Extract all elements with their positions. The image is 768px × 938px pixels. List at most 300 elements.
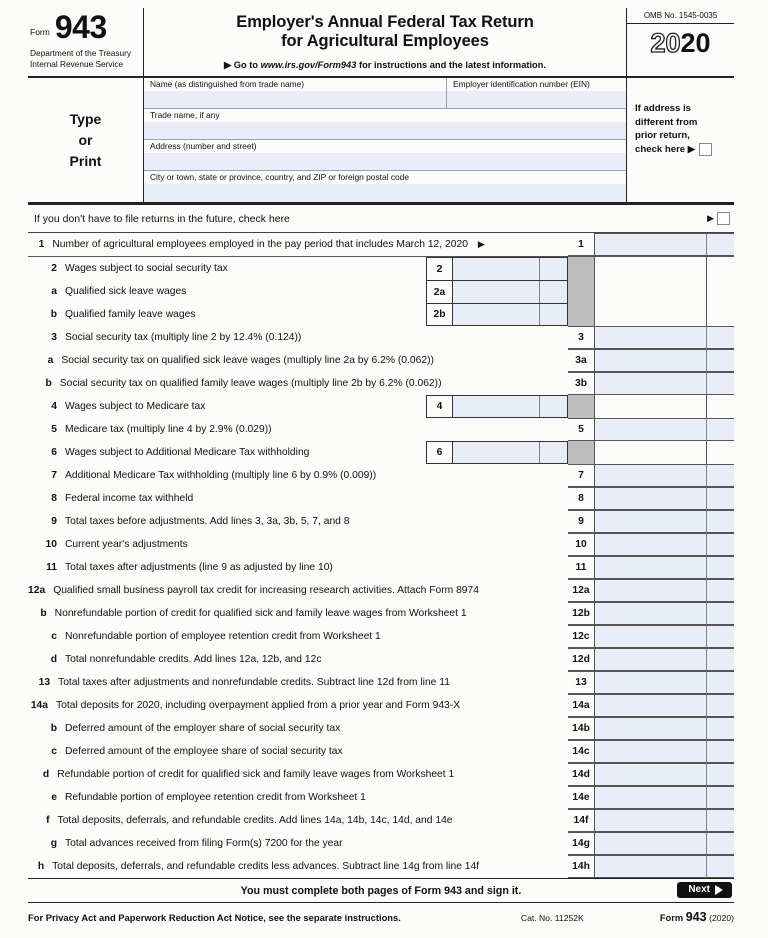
- blank-cents-area: [706, 395, 734, 418]
- line-description-text: Total deposits, deferrals, and refundable credits less advances. Subtract line 14g from line 14f: [52, 861, 480, 872]
- spacer: [444, 349, 568, 372]
- amount-input-3[interactable]: [594, 326, 706, 349]
- agency-line-2: Internal Revenue Service: [30, 58, 124, 69]
- amount-input-5[interactable]: [594, 418, 706, 441]
- line-row: [28, 280, 734, 303]
- leader-dots: [349, 747, 422, 756]
- amount-input-14h[interactable]: [594, 855, 706, 878]
- gray-block: [568, 303, 594, 326]
- amount-column: [568, 602, 734, 625]
- line-description-text: Nonrefundable portion of credit for qualified sick and family leave wages from Worksheet 1: [54, 608, 467, 619]
- trade-name-field[interactable]: [144, 109, 626, 139]
- line-description: [64, 280, 426, 303]
- cents-input-5[interactable]: [706, 418, 734, 441]
- line-description: [64, 487, 426, 510]
- leader-dots: [356, 517, 423, 526]
- line-description: [64, 786, 426, 809]
- spacer: [426, 464, 568, 487]
- line-description: [64, 303, 426, 326]
- amount-column: [568, 372, 734, 395]
- next-button[interactable]: [677, 882, 732, 898]
- amount-column: [568, 809, 734, 832]
- next-button-label: Next: [688, 884, 710, 895]
- line-description-text: Number of agricultural employees employed in the pay period that includes March 12, 2020: [52, 239, 468, 250]
- tax-year-outline: 20: [650, 28, 681, 58]
- amount-line-number-11: 11: [568, 556, 594, 579]
- line-description: [64, 832, 426, 855]
- wages-cents-input-2b[interactable]: [539, 304, 567, 325]
- right-triangle-icon: ▶: [477, 239, 485, 249]
- amount-line-number-7: 7: [568, 464, 594, 487]
- spacer: [426, 740, 568, 763]
- gray-block: [568, 280, 594, 303]
- amount-column: [568, 418, 734, 441]
- cents-input-13[interactable]: [706, 671, 734, 694]
- line-description: [64, 464, 426, 487]
- amount-column: [568, 464, 734, 487]
- amount-column: [568, 533, 734, 556]
- amount-line-number-14e: 14e: [568, 786, 594, 809]
- address-row: [144, 140, 626, 171]
- footer-form-year: (2020): [709, 913, 734, 923]
- line-row: [28, 510, 734, 533]
- blank-cents-area: [706, 280, 734, 303]
- line-description: [51, 855, 489, 878]
- spacer: [426, 487, 568, 510]
- line-number-10: 10: [45, 539, 57, 550]
- cents-input-14b[interactable]: [706, 717, 734, 740]
- amount-column: [568, 395, 734, 418]
- line-number-1: 1: [38, 239, 45, 250]
- line-row: [28, 418, 734, 441]
- amount-input-10[interactable]: [594, 533, 706, 556]
- form-943: [28, 8, 734, 924]
- line-number-13: 13: [38, 677, 51, 688]
- amount-input-14g[interactable]: [594, 832, 706, 855]
- line-number-12c: c: [51, 631, 57, 642]
- line-description: [64, 556, 426, 579]
- spacer: [460, 671, 568, 694]
- spacer: [477, 602, 568, 625]
- line-description: [60, 349, 444, 372]
- line-description-text: Qualified family leave wages: [65, 309, 196, 320]
- spacer: [426, 832, 568, 855]
- footer-form-id: [660, 910, 734, 924]
- amount-input-8[interactable]: [594, 487, 706, 510]
- amount-input-14c[interactable]: [594, 740, 706, 763]
- line-description: [64, 740, 426, 763]
- address-field[interactable]: [144, 140, 626, 170]
- amount-column: [568, 648, 734, 671]
- amount-line-number-8: 8: [568, 487, 594, 510]
- amount-input-12a[interactable]: [594, 579, 706, 602]
- line-number-3b: b: [45, 378, 52, 389]
- amount-column: [568, 556, 734, 579]
- line-row: [28, 648, 734, 671]
- wages-amount-input-4[interactable]: [453, 396, 539, 417]
- form-identity-block: [28, 8, 143, 76]
- spacer: [463, 809, 568, 832]
- line-number-14h: h: [37, 861, 45, 872]
- amount-column: [568, 763, 734, 786]
- line-description: [64, 717, 426, 740]
- amount-line-number-14d: 14d: [568, 763, 594, 786]
- line-description: [59, 372, 452, 395]
- line-description: [52, 579, 489, 602]
- amount-column: [568, 786, 734, 809]
- leader-dots: [211, 402, 422, 411]
- tax-year-bold: 20: [680, 28, 711, 58]
- amount-column: [568, 303, 734, 326]
- cents-input-14a[interactable]: [706, 694, 734, 717]
- line-row: [28, 832, 734, 855]
- line-description-text: Deferred amount of the employer share of social security tax: [65, 723, 341, 734]
- spacer: [452, 372, 568, 395]
- amount-line-number-14f: 14f: [568, 809, 594, 832]
- spacer: [426, 786, 568, 809]
- blank-cents-area: [706, 257, 734, 280]
- line-number-b: b: [50, 309, 57, 320]
- line-number-4: 4: [51, 401, 57, 412]
- leader-dots: [307, 333, 422, 342]
- goto-url[interactable]: www.irs.gov/Form943: [260, 59, 357, 70]
- must-complete-banner: [28, 878, 734, 903]
- wages-amount-input-6[interactable]: [453, 442, 539, 463]
- cents-input-1[interactable]: [706, 233, 734, 256]
- amount-line-number-12c: 12c: [568, 625, 594, 648]
- catalog-number: Cat. No. 11252K: [520, 913, 584, 923]
- amount-line-number-14h: 14h: [568, 855, 594, 878]
- trade-name-row: [144, 109, 626, 140]
- wages-amount-input-2a[interactable]: [453, 281, 539, 303]
- line-row: [28, 740, 734, 763]
- line-description-text: Total deposits, deferrals, and refundable credits. Add lines 14a, 14b, 14c, 14d, and 14e: [57, 815, 453, 826]
- cents-input-3b[interactable]: [706, 372, 734, 395]
- wages-cents-input-4[interactable]: [539, 396, 567, 417]
- amount-column: [568, 740, 734, 763]
- amount-line-number-9: 9: [568, 510, 594, 533]
- right-triangle-icon: ▶: [224, 59, 232, 70]
- amount-input-14f[interactable]: [594, 809, 706, 832]
- amount-line-number-14b: 14b: [568, 717, 594, 740]
- omb-number: OMB No. 1545-0035: [627, 8, 734, 24]
- ein-caption: Employer identification number (EIN): [453, 79, 590, 89]
- entity-fields: [143, 78, 626, 202]
- line-description-text: Refundable portion of credit for qualified sick and family leave wages from Worksheet 1: [57, 769, 455, 780]
- cents-input-10[interactable]: [706, 533, 734, 556]
- line-description-text: Social security tax (multiply line 2 by 12.4% (0.124)): [65, 332, 302, 343]
- wages-box-2b: [426, 303, 568, 326]
- form-title-block: [143, 8, 626, 76]
- goto-prefix: Go to: [233, 59, 259, 70]
- amount-input-1[interactable]: [594, 233, 706, 256]
- amount-column: [568, 441, 734, 464]
- spacer: [426, 510, 568, 533]
- amount-line-number-10: 10: [568, 533, 594, 556]
- cents-input-8[interactable]: [706, 487, 734, 510]
- line-row: [28, 671, 734, 694]
- leader-dots: [372, 793, 422, 802]
- line-row: [28, 487, 734, 510]
- line-description-text: Qualified sick leave wages: [65, 286, 187, 297]
- amount-input-12d[interactable]: [594, 648, 706, 671]
- amount-column: [568, 280, 734, 303]
- amount-line-number-13: 13: [568, 671, 594, 694]
- form-label: Form: [30, 27, 50, 38]
- amount-input-11[interactable]: [594, 556, 706, 579]
- line-row: [28, 349, 734, 372]
- entity-block: [28, 78, 734, 204]
- leader-dots: [278, 425, 422, 434]
- blank-amount-area: [594, 280, 706, 303]
- line-description: [64, 326, 426, 349]
- amount-line-number-12b: 12b: [568, 602, 594, 625]
- wages-cents-input-2[interactable]: [539, 258, 567, 280]
- amount-column: [568, 832, 734, 855]
- amount-line-number-14g: 14g: [568, 832, 594, 855]
- line-description-text: Social security tax on qualified family leave wages (multiply line 2b by 6.2% (0.062)): [59, 378, 442, 389]
- form-title-line-2: for Agricultural Employees: [281, 32, 489, 51]
- leader-dots: [349, 839, 422, 848]
- footer-form-number: 943: [685, 910, 707, 924]
- line-description-text: Social security tax on qualified sick leave wages (multiply line 2a by 6.2% (0.062)): [61, 355, 434, 366]
- line-description-text: Deferred amount of the employee share of social security tax: [65, 746, 343, 757]
- cents-input-14f[interactable]: [706, 809, 734, 832]
- line-number-a: a: [51, 286, 57, 297]
- line-description: [51, 233, 487, 256]
- wages-line-number: 6: [427, 442, 453, 463]
- line-number-14f: f: [46, 815, 50, 826]
- cents-input-14g[interactable]: [706, 832, 734, 855]
- gray-block: [568, 257, 594, 280]
- line-row: [28, 464, 734, 487]
- amount-line-number-3: 3: [568, 326, 594, 349]
- spacer: [426, 533, 568, 556]
- leader-dots: [346, 724, 422, 733]
- cents-input-9[interactable]: [706, 510, 734, 533]
- line-number-12a: 12a: [28, 585, 46, 596]
- line-description: [64, 648, 426, 671]
- wages-line-number: 4: [427, 396, 453, 417]
- type-or-print-block: [28, 78, 143, 202]
- line-row: [28, 694, 734, 717]
- line-description-text: Wages subject to social security tax: [65, 263, 228, 274]
- wages-box-6: [426, 441, 568, 464]
- wages-cents-input-2a[interactable]: [539, 281, 567, 303]
- amount-line-number-14a: 14a: [568, 694, 594, 717]
- cents-input-3[interactable]: [706, 326, 734, 349]
- line-description-text: Federal income tax withheld: [65, 493, 194, 504]
- final-return-checkbox[interactable]: [717, 212, 730, 225]
- cents-input-12d[interactable]: [706, 648, 734, 671]
- name-caption: Name (as distinguished from trade name): [150, 79, 305, 89]
- wages-line-number: 2b: [427, 304, 453, 325]
- line-description: [56, 763, 464, 786]
- ein-field[interactable]: [446, 78, 626, 108]
- line-row: [28, 556, 734, 579]
- line-description-text: Medicare tax (multiply line 4 by 2.9% (0.029)): [65, 424, 272, 435]
- amount-line-number-3a: 3a: [568, 349, 594, 372]
- amount-input-12c[interactable]: [594, 625, 706, 648]
- spacer: [489, 579, 568, 602]
- footer-form-prefix: Form: [659, 913, 684, 923]
- wages-amount-input-2b[interactable]: [453, 304, 539, 325]
- wages-amount-input-2[interactable]: [453, 258, 539, 280]
- city-row: [144, 171, 626, 202]
- leader-dots: [194, 540, 422, 549]
- line-number-3a: a: [47, 355, 54, 366]
- address-change-checkbox[interactable]: [699, 143, 712, 156]
- must-complete-text: You must complete both pages of Form 943 and sign it.: [240, 884, 522, 897]
- cents-input-14e[interactable]: [706, 786, 734, 809]
- cents-input-7[interactable]: [706, 464, 734, 487]
- line-description-text: Total taxes before adjustments. Add lines 3, 3a, 3b, 5, 7, and 8: [65, 516, 350, 527]
- amount-column: [568, 694, 734, 717]
- amount-column: [568, 717, 734, 740]
- form-footer: [28, 903, 734, 924]
- leader-dots: [234, 264, 422, 273]
- line-description-text: Total advances received from filing Form(s) 7200 for the year: [65, 838, 343, 849]
- blank-amount-area: [594, 303, 706, 326]
- line-description-text: Current year's adjustments: [65, 539, 188, 550]
- line-description: [64, 418, 426, 441]
- cents-input-12a[interactable]: [706, 579, 734, 602]
- line-row: [28, 763, 734, 786]
- name-ein-row: [144, 78, 626, 109]
- address-caption: Address (number and street): [150, 141, 257, 151]
- line-number-14a: 14a: [30, 700, 48, 711]
- arrow-right-icon: [715, 885, 723, 895]
- amount-input-14a[interactable]: [594, 694, 706, 717]
- amount-line-number-14c: 14c: [568, 740, 594, 763]
- line-description-text: Nonrefundable portion of employee retention credit from Worksheet 1: [65, 631, 381, 642]
- blank-amount-area: [594, 257, 706, 280]
- line-row: [28, 533, 734, 556]
- line-description-text: Total nonrefundable credits. Add lines 12a, 12b, and 12c: [65, 654, 322, 665]
- spacer: [488, 233, 568, 256]
- amount-column: [568, 855, 734, 878]
- line-number-2: 2: [51, 263, 57, 274]
- form-number: 943: [54, 9, 107, 45]
- line-row: [28, 579, 734, 602]
- cents-input-14h[interactable]: [706, 855, 734, 878]
- wages-box-4: [426, 395, 568, 418]
- city-caption: City or town, state or province, country, and ZIP or foreign postal code: [150, 172, 409, 182]
- cents-input-12b[interactable]: [706, 602, 734, 625]
- line-number-14b: b: [50, 723, 57, 734]
- leader-dots: [327, 655, 422, 664]
- line-description: [64, 533, 426, 556]
- line-row: [28, 326, 734, 349]
- amount-line-number-5: 5: [568, 418, 594, 441]
- amount-column: [568, 510, 734, 533]
- amount-input-3b[interactable]: [594, 372, 706, 395]
- line-number-12b: b: [40, 608, 47, 619]
- amount-input-14d[interactable]: [594, 763, 706, 786]
- wages-cents-input-6[interactable]: [539, 442, 567, 463]
- privacy-notice: For Privacy Act and Paperwork Reduction Act Notice, see the separate instructions.: [28, 912, 401, 923]
- line-number-9: 9: [51, 516, 57, 527]
- spacer: [426, 625, 568, 648]
- omb-year-block: [626, 8, 734, 76]
- spacer: [464, 763, 568, 786]
- leader-dots: [339, 563, 422, 572]
- line-number-8: 8: [51, 493, 57, 504]
- amount-column: [568, 349, 734, 372]
- amount-input-12b[interactable]: [594, 602, 706, 625]
- line-row: [28, 233, 734, 257]
- wages-line-number: 2a: [427, 281, 453, 303]
- line-description: [57, 809, 463, 832]
- city-field[interactable]: [144, 171, 626, 202]
- amount-input-7[interactable]: [594, 464, 706, 487]
- line-row: [28, 809, 734, 832]
- amount-input-13[interactable]: [594, 671, 706, 694]
- line-number-7: 7: [51, 470, 57, 481]
- gray-block: [568, 441, 594, 464]
- agency-name: [30, 48, 137, 68]
- leader-dots: [315, 448, 422, 457]
- amount-line-number-12a: 12a: [568, 579, 594, 602]
- amount-input-9[interactable]: [594, 510, 706, 533]
- blank-amount-area: [594, 441, 706, 464]
- amount-input-14b[interactable]: [594, 717, 706, 740]
- line-description-text: Qualified small business payroll tax credit for increasing research activities. Attach Form 8974: [53, 585, 479, 596]
- address-change-line-1: If address is: [635, 103, 691, 114]
- spacer: [426, 717, 568, 740]
- spacer: [426, 418, 568, 441]
- line-description-text: Total taxes after adjustments and nonrefundable credits. Subtract line 12d from line 11: [58, 677, 450, 688]
- cents-input-11[interactable]: [706, 556, 734, 579]
- line-number-14d: d: [42, 769, 50, 780]
- leader-dots: [199, 494, 422, 503]
- final-return-row: [28, 204, 734, 232]
- cents-input-3a[interactable]: [706, 349, 734, 372]
- spacer: [426, 556, 568, 579]
- cents-input-14d[interactable]: [706, 763, 734, 786]
- wages-box-2a: [426, 280, 568, 303]
- leader-dots: [192, 287, 422, 296]
- final-return-label: If you don't have to file returns in the future, check here: [34, 212, 290, 225]
- form-number-line: [30, 9, 137, 45]
- name-field[interactable]: [144, 78, 446, 108]
- amount-column: [568, 625, 734, 648]
- amount-input-3a[interactable]: [594, 349, 706, 372]
- line-row: [28, 257, 734, 280]
- line-description-text: Refundable portion of employee retention credit from Worksheet 1: [65, 792, 366, 803]
- tax-year: [627, 24, 734, 59]
- amount-line-number-3b: 3b: [568, 372, 594, 395]
- line-row: [28, 372, 734, 395]
- amount-column: [568, 326, 734, 349]
- line-description: [54, 602, 477, 625]
- line-row: [28, 303, 734, 326]
- address-change-line-4: check here ▶: [635, 143, 696, 155]
- cents-input-12c[interactable]: [706, 625, 734, 648]
- cents-input-14c[interactable]: [706, 740, 734, 763]
- line-description: [57, 671, 460, 694]
- amount-input-14e[interactable]: [594, 786, 706, 809]
- amount-line-number-12d: 12d: [568, 648, 594, 671]
- line-description-text: Wages subject to Additional Medicare Tax withholding: [65, 447, 310, 458]
- type-or-print-line-3: Print: [69, 152, 102, 169]
- amount-line-number-1: 1: [568, 233, 594, 256]
- type-or-print-line-1: Type: [69, 110, 102, 127]
- line-number-14g: g: [50, 838, 57, 849]
- line-number-3: 3: [51, 332, 57, 343]
- line-description-text: Additional Medicare Tax withholding (multiply line 6 by 0.9% (0.009)): [65, 470, 377, 481]
- line-row: [28, 717, 734, 740]
